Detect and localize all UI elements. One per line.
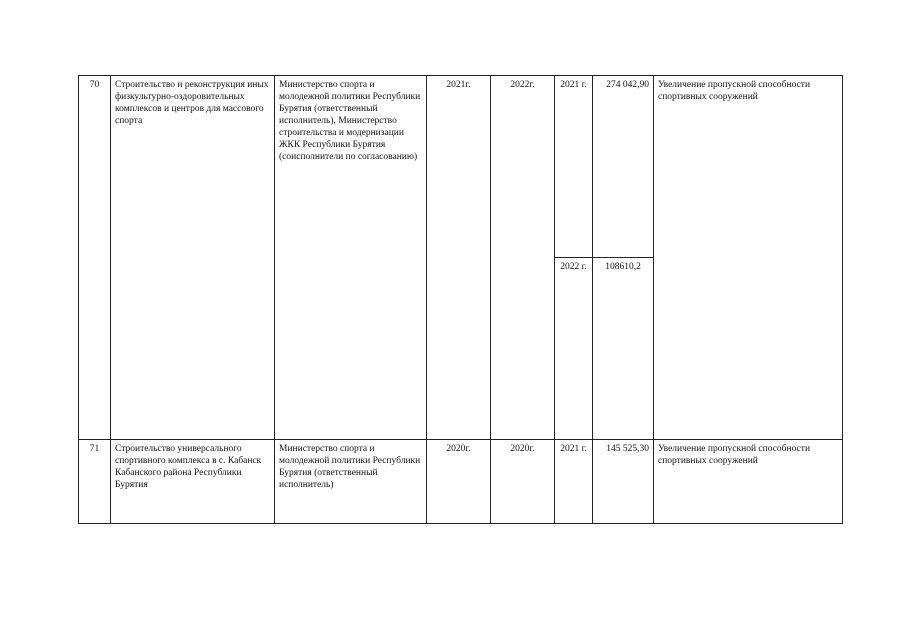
funding-year: 2022 г. [555,258,593,440]
measure-name: Строительство и реконструкция иных физкультурно-оздоровительных комплексов и центров для массового спорта [111,76,275,440]
table-row [79,440,843,524]
expected-result: Увеличение пропускной способности спортивных сооружений [654,440,843,524]
end-year: 2022г. [491,76,555,440]
row-number: 71 [79,440,111,524]
program-table [78,75,843,524]
measure-name: Строительство универсального спортивного комплекса в с. Кабанск Кабанского района Республики Бурятия [111,440,275,524]
row-number: 70 [79,76,111,440]
start-year: 2021г. [427,76,491,440]
funding-year: 2021 г. [555,440,593,524]
executor: Министерство спорта и молодежной политики Республики Бурятия (ответственный исполнитель) [275,440,427,524]
funding-amount: 108610,2 [593,258,654,440]
expected-result: Увеличение пропускной способности спортивных сооружений [654,76,843,440]
executor: Министерство спорта и молодежной политики Республики Бурятия (ответственный исполнитель), Министерство строительства и модернизации ЖКК Республики Бурятия (соисполнители по согласованию) [275,76,427,440]
table-row [79,76,843,258]
funding-amount: 145 525,30 [593,440,654,524]
start-year: 2020г. [427,440,491,524]
funding-amount: 274 042,90 [593,76,654,258]
end-year: 2020г. [491,440,555,524]
funding-year: 2021 г. [555,76,593,258]
